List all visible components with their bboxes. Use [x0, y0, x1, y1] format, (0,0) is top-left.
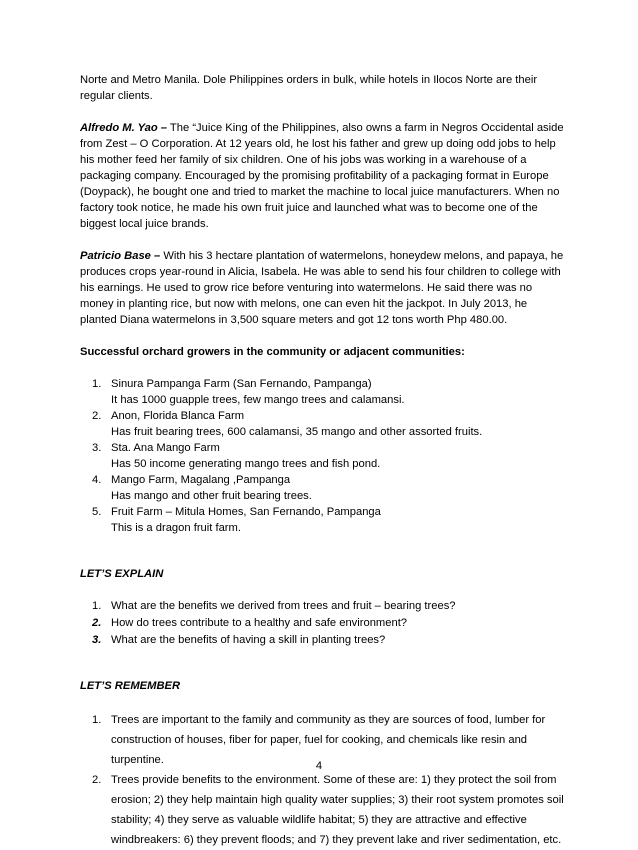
- intro-paragraph: [80, 72, 565, 104]
- explain-list: [92, 598, 565, 648]
- farm-name: Fruit Farm – Mitula Homes, San Fernando, Pampanga: [111, 506, 381, 518]
- profile-patricio-base: [80, 248, 565, 328]
- list-number: 2.: [92, 617, 102, 629]
- list-number: 1.: [92, 714, 102, 726]
- farm-description: Has mango and other fruit bearing trees.: [111, 490, 312, 502]
- profile-text: The “Juice King of the Philippines, also owns a farm in Negros Occidental aside from Zest – O Corporation. At 12 years old, he lost his father and grew up doing odd jobs to help his mother feed her family of six children. One of his jobs was working in a warehouse of a packaging company. Encouraged by the promising profitability of a packaging format in Europe (Doypack), he bought one and tried to market the machine to local juice manufacturers. When no factory took notice, he made his own fruit juice and launched what was to become one of the biggest local juice brands.: [80, 122, 564, 230]
- list-item: [92, 632, 565, 648]
- list-item: [92, 440, 565, 472]
- remember-heading: LET’S REMEMBER: [80, 680, 181, 692]
- list-item: [92, 408, 565, 440]
- intro-text: Norte and Metro Manila. Dole Philippines orders in bulk, while hotels in Ilocos Norte are their regular clients.: [80, 74, 538, 102]
- list-item: [92, 504, 565, 536]
- list-item: [92, 472, 565, 504]
- profile-name: Patricio Base –: [80, 250, 161, 262]
- list-number: 4.: [92, 474, 102, 486]
- question-text: How do trees contribute to a healthy and safe environment?: [111, 617, 408, 629]
- farm-name: Sta. Ana Mango Farm: [111, 442, 220, 454]
- farm-description: This is a dragon fruit farm.: [111, 522, 241, 534]
- question-text: What are the benefits of having a skill in planting trees?: [111, 634, 386, 646]
- orchard-heading: Successful orchard growers in the community or adjacent communities:: [80, 346, 465, 358]
- list-item: [92, 376, 565, 408]
- farm-name: Mango Farm, Magalang ,Pampanga: [111, 474, 291, 486]
- question-text: What are the benefits we derived from trees and fruit – bearing trees?: [111, 600, 456, 612]
- page-number: 4: [315, 760, 323, 772]
- farm-description: Has 50 income generating mango trees and fish pond.: [111, 458, 381, 470]
- profile-name: Alfredo M. Yao –: [80, 122, 168, 134]
- farm-name: Sinura Pampanga Farm (San Fernando, Pampanga): [111, 378, 372, 390]
- list-number: 2.: [92, 410, 102, 422]
- list-number: 1.: [92, 600, 102, 612]
- list-number: 3.: [92, 442, 102, 454]
- list-number: 1.: [92, 378, 102, 390]
- profile-alfredo-yao: [80, 120, 565, 232]
- profile-text: With his 3 hectare plantation of watermelons, honeydew melons, and papaya, he produces crops year-round in Alicia, Isabela. He was able to send his four children to college with his earnings. He used to grow rice before venturing into watermelons. He said there was no money in planting rice, but now with melons, one can even hit the jackpot. In July 2013, he planted Diana watermelons in 3,500 square meters and got 12 tons worth Php 480.00.: [80, 250, 564, 326]
- document-page: [80, 72, 565, 850]
- list-number: 2.: [92, 774, 102, 786]
- list-item: [92, 770, 565, 850]
- remember-text: Trees provide benefits to the environment. Some of these are: 1) they protect the soil from erosion; 2) they help maintain high quality water supplies; 3) their root system promotes soil stability; 4) they serve as valuable wildlife habitat; 5) they are attractive and effective windbreakers: 6) they prevent floods; and 7) they prevent lake and river sedimentation, etc.: [111, 774, 564, 846]
- remember-text: Trees are important to the family and community as they are sources of food, lumber for construction of houses, fiber for paper, fuel for cooking, and chemicals like resin and turpentine.: [111, 714, 546, 766]
- farm-list: [92, 376, 565, 536]
- list-item: [92, 615, 565, 631]
- farm-name: Anon, Florida Blanca Farm: [111, 410, 245, 422]
- explain-heading: LET’S EXPLAIN: [80, 568, 164, 580]
- list-item: [92, 598, 565, 614]
- farm-description: It has 1000 guapple trees, few mango trees and calamansi.: [111, 394, 405, 406]
- list-number: 3.: [92, 634, 102, 646]
- farm-description: Has fruit bearing trees, 600 calamansi, 35 mango and other assorted fruits.: [111, 426, 483, 438]
- remember-list: [92, 710, 565, 850]
- list-number: 5.: [92, 506, 102, 518]
